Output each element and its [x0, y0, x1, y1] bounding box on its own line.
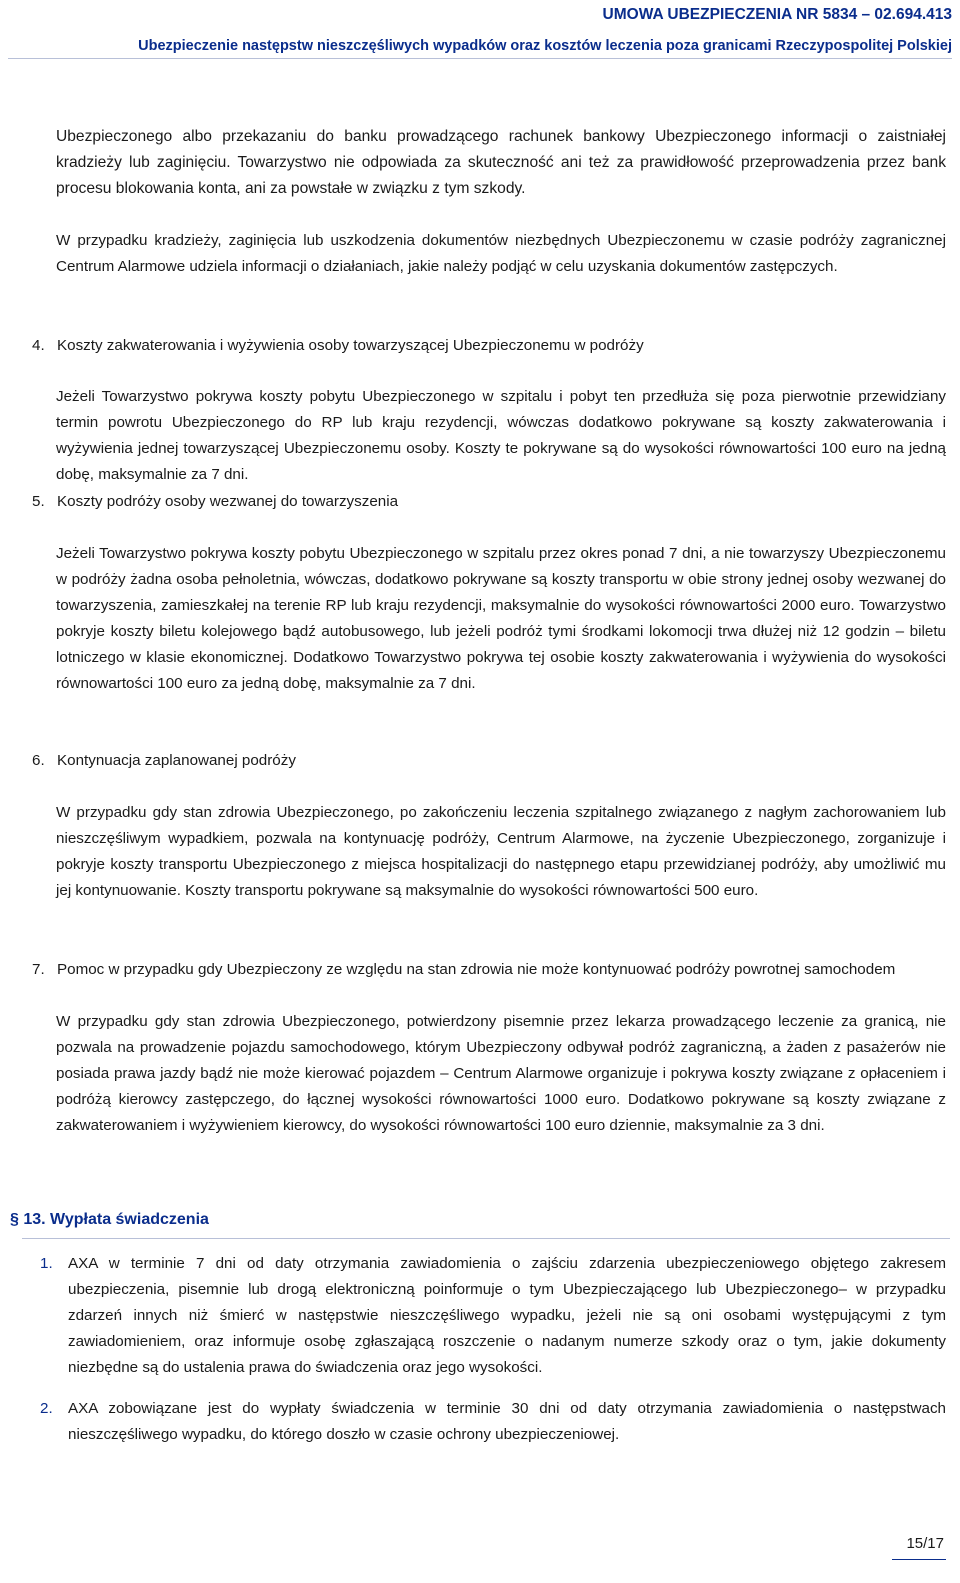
- item-6-number: 6.: [32, 752, 45, 769]
- footer-divider: [892, 1559, 946, 1560]
- header-divider: [8, 58, 952, 59]
- section-item-2-body: AXA zobowiązane jest do wypłaty świadczenia w terminie 30 dni od daty otrzymania zawiadomienia o następstwach nieszczęśliwego wypadku, do którego doszło w czasie ochrony ubezpieczeniowej.: [68, 1400, 946, 1443]
- document-title: UMOWA UBEZPIECZENIA NR 5834 – 02.694.413: [602, 6, 952, 23]
- section-item-1-number: 1.: [40, 1255, 53, 1272]
- item-4-body: Jeżeli Towarzystwo pokrywa koszty pobytu Ubezpieczonego w szpitalu i pobyt ten przedłuża się poza pierwotnie przewidziany termin powrotu Ubezpieczonego do RP lub kraju rezydencji, wówczas dodatkowo pokrywane są koszty zakwaterowania i wyżywienia jednej towarzyszącej Ubezpieczonemu osoby. Koszty te pokrywane są do wysokości równowartości 100 euro na jedną dobę, maksymalnie za 7 dni.: [56, 388, 946, 483]
- intro-paragraph-2: W przypadku kradzieży, zaginięcia lub uszkodzenia dokumentów niezbędnych Ubezpieczonemu w czasie podróży zagranicznej Centrum Alarmowe udziela informacji o działaniach, jakie należy podjąć w celu uzyskania dokumentów zastępczych.: [56, 232, 946, 275]
- document-subtitle: Ubezpieczenie następstw nieszczęśliwych wypadków oraz kosztów leczenia poza granicami Rzeczypospolitej Polskiej: [138, 38, 952, 54]
- section-item-2-number: 2.: [40, 1400, 53, 1417]
- item-6-body: W przypadku gdy stan zdrowia Ubezpieczonego, po zakończeniu leczenia szpitalnego związanego z nagłym zachorowaniem lub nieszczęśliwym wypadkiem, pozwala na kontynuację podróży, Centrum Alarmowe, na życzenie Ubezpieczonego, zorganizuje i pokryje koszty transportu Ubezpieczonego z miejsca hospitalizacji do następnego etapu przewidzianej podróży, aby umożliwić mu jej kontynuowanie. Koszty transportu pokrywane są maksymalnie do wysokości równowartości 500 euro.: [56, 804, 946, 899]
- page-number: 15/17: [906, 1535, 944, 1552]
- item-4-number: 4.: [32, 337, 45, 354]
- item-5-title: Koszty podróży osoby wezwanej do towarzyszenia: [57, 493, 399, 510]
- intro-paragraph-1: Ubezpieczonego albo przekazaniu do banku prowadzącego rachunek bankowy Ubezpieczonego informacji o zaistniałej kradzieży lub zaginięciu. Towarzystwo nie odpowiada za skuteczność ani też za prawidłowość przeprowadzenia przez bank procesu blokowania konta, ani za powstałe w związku z tym szkody.: [56, 128, 946, 197]
- section-13-heading: § 13. Wypłata świadczenia: [10, 1211, 209, 1228]
- item-5-body: Jeżeli Towarzystwo pokrywa koszty pobytu Ubezpieczonego w szpitalu przez okres ponad 7 dni, a nie towarzyszy Ubezpieczonemu w podróży żadna osoba pełnoletnia, wówczas, dodatkowo pokrywane są koszty transportu w obie strony jednej osoby wezwanej do towarzyszenia, zamieszkałej na terenie RP lub kraju rezydencji, maksymalnie do wysokości równowartości 2000 euro. Towarzystwo pokryje koszty biletu kolejowego bądź autobusowego, lub jeżeli podróż tymi środkami lokomocji trwa dłużej niż 12 godzin – biletu lotniczego w klasie ekonomicznej. Dodatkowo Towarzystwo pokrywa tej osobie koszty zakwaterowania i wyżywienia do wysokości równowartości 100 euro za jedną dobę, maksymalnie za 7 dni.: [56, 545, 946, 692]
- item-4-title: Koszty zakwaterowania i wyżywienia osoby towarzyszącej Ubezpieczonemu w podróży: [57, 337, 644, 354]
- section-divider: [22, 1238, 950, 1239]
- item-6-title: Kontynuacja zaplanowanej podróży: [57, 752, 296, 769]
- section-item-1-body: AXA w terminie 7 dni od daty otrzymania zawiadomienia o zajściu zdarzenia ubezpieczeniowego objętego zakresem ubezpieczenia, pisemnie lub drogą elektroniczną poinformuje o tym Ubezpieczającego lub Ubezpieczonego– w przypadku zdarzeń innych niż śmierć w następstwie nieszczęśliwego wypadku, jeżeli nie są oni osobami występującymi z tym zawiadomieniem, oraz informuje osobę zgłaszającą roszczenie o nadanym numerze szkody oraz o tym, jakie dokumenty niezbędne są do ustalenia prawa do świadczenia oraz jego wysokości.: [68, 1255, 946, 1376]
- item-7-title: Pomoc w przypadku gdy Ubezpieczony ze względu na stan zdrowia nie może kontynuować podróży powrotnej samochodem: [57, 961, 896, 978]
- item-5-number: 5.: [32, 493, 45, 510]
- item-7-body: W przypadku gdy stan zdrowia Ubezpieczonego, potwierdzony pisemnie przez lekarza prowadzącego leczenie za granicą, nie pozwala na prowadzenie pojazdu samochodowego, którym Ubezpieczony odbywał podróż zagraniczną, a żaden z pasażerów nie posiada prawa jazdy bądź nie może kierować pojazdem – Centrum Alarmowe organizuje i pokrywa koszty związane z opłaceniem i podróżą kierowcy zastępczego, do łącznej wysokości równowartości 1000 euro. Dodatkowo pokrywane są koszty związane z zakwaterowaniem i wyżywieniem kierowcy, do wysokości równowartości 100 euro dziennie, maksymalnie za 3 dni.: [56, 1013, 946, 1134]
- item-7-number: 7.: [32, 961, 45, 978]
